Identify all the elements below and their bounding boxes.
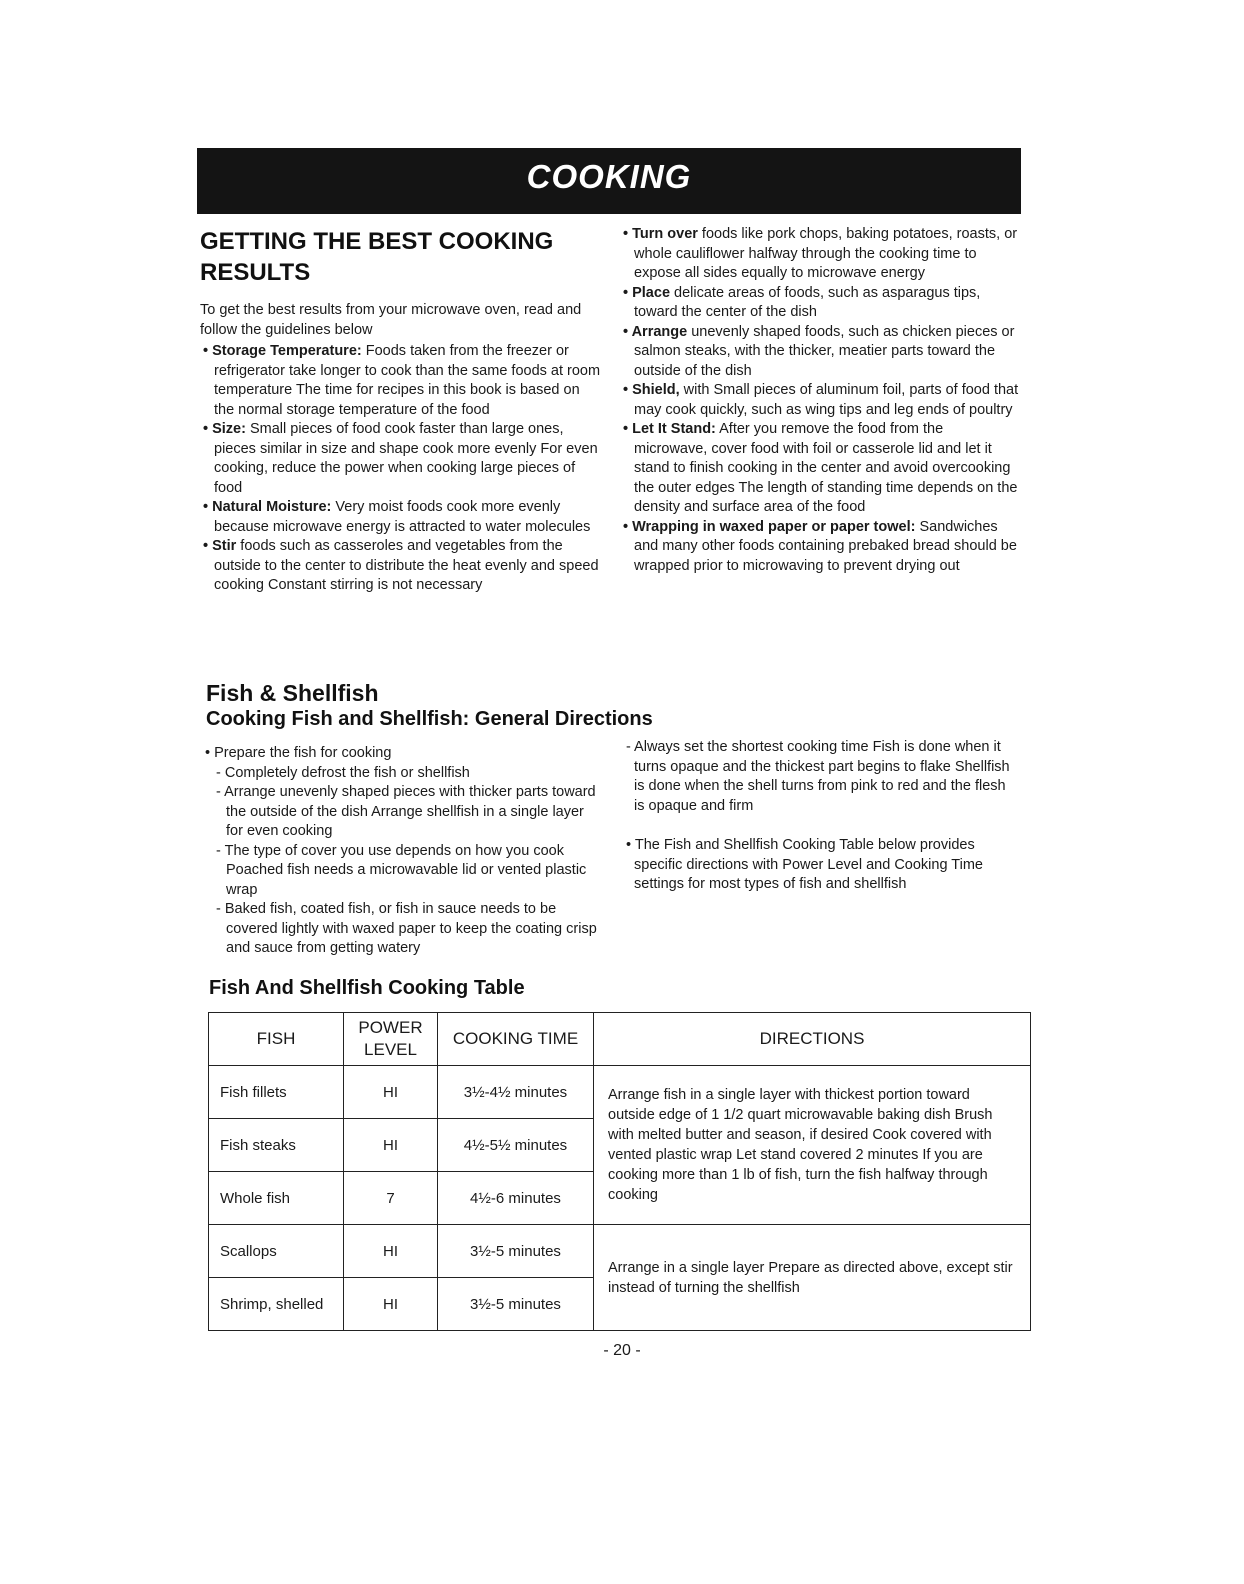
cell-power: HI (344, 1278, 438, 1331)
cell-power: HI (344, 1066, 438, 1119)
tip-item: • Size: Small pieces of food cook faster than large ones, pieces similar in size and shape cook more evenly For even cooking, reduce the power when cooking large pieces of food (203, 421, 598, 496)
tip-text: foods such as casseroles and vegetables from the outside to the center to distribute the heat evenly and speed cooking Constant stirring is not necessary (214, 538, 599, 593)
tip-item: • Turn over foods like pork chops, baking potatoes, roasts, or whole cauliflower halfway through the cooking time to expose all sides equally to microwave energy (623, 226, 1018, 281)
tip-bold: Turn over (632, 226, 698, 242)
header-banner (197, 148, 1021, 214)
header-directions: DIRECTIONS (594, 1013, 1031, 1066)
cell-directions-fish: Arrange fish in a single layer with thickest portion toward outside edge of 1 1/2 quart microwavable baking dish Brush with melted butter and season, if desired Cook covered with vented plastic wrap Let stand covered 2 minutes If you are cooking more than 1 lb of fish, turn the fish halfway through cooking (594, 1066, 1031, 1225)
tip-item: • Arrange unevenly shaped foods, such as chicken pieces or salmon steaks, with the thicker, meatier parts toward the outside of the dish (623, 323, 1015, 379)
tip-bold: Stir (212, 538, 237, 554)
cell-time: 4½-5½ minutes (438, 1119, 594, 1172)
header-power-level: POWER LEVEL (344, 1013, 438, 1066)
tip-text: Very moist foods cook more evenly because microwave energy is attracted to water molecules (214, 499, 591, 535)
table-row (209, 1225, 1031, 1278)
cell-time: 3½-4½ minutes (438, 1066, 594, 1119)
fish-section-title: Fish & Shellfish (206, 680, 379, 706)
tip-item: • Let It Stand: After you remove the food from the microwave, cover food with foil or casserole lid and let it stand to finish cooking in the center and avoid overcooking the outer edges The length of standing time depends on the density and surface area of the food (623, 421, 1018, 515)
cell-fish: Shrimp, shelled (209, 1278, 344, 1331)
cell-power: HI (344, 1225, 438, 1278)
best-results-left-column (200, 226, 602, 596)
cooking-table-title: Fish And Shellfish Cooking Table (209, 977, 525, 999)
tip-item: • Storage Temperature: Foods taken from the freezer or refrigerator take longer to cook than the same foods at room temperature The time for recipes in this book is based on the normal storage temperature of the food (203, 343, 601, 418)
tip-text: Foods taken from the freezer or refrigerator take longer to cook than the same foods at room temperature The time for recipes in this book is based on the normal storage temperature of the food (214, 343, 601, 418)
table-row (209, 1066, 1031, 1119)
tip-text: Sandwiches and many other foods containing prebaked bread should be wrapped prior to microwaving to prevent drying out (634, 518, 1017, 574)
cell-time: 3½-5 minutes (438, 1225, 594, 1278)
tip-bold: Arrange (631, 323, 688, 340)
cell-time: 4½-6 minutes (438, 1172, 594, 1225)
tip-bold: Size: (212, 421, 246, 437)
fish-direction-note: - Always set the shortest cooking time Fish is done when it turns opaque and the thickest part begins to flake Shellfish is done when the shell turns from pink to red and the flesh is opaque and firm (626, 739, 1010, 814)
fish-directions-left (204, 744, 604, 959)
page-title: COOKING (526, 158, 692, 195)
fish-direction-lead: • Prepare the fish for cooking (205, 745, 392, 761)
tip-text: foods like pork chops, baking potatoes, roasts, or whole cauliflower halfway through the cooking time to expose all sides equally to microwave energy (634, 226, 1018, 281)
tip-text: After you remove the food from the microwave, cover food with foil or casserole lid and let it stand to finish cooking in the center and avoid overcooking the outer edges The length of standing time depends on the density and surface area of the food (634, 421, 1018, 515)
tip-bold: Let It Stand: (632, 421, 716, 437)
best-results-intro: To get the best results from your microwave oven, read and follow the guidelines below (200, 302, 582, 338)
cell-time: 3½-5 minutes (438, 1278, 594, 1331)
tip-bold: Storage Temperature: (212, 343, 362, 359)
tip-item: • Shield, with Small pieces of aluminum foil, parts of food that may cook quickly, such as wing tips and leg ends of poultry (623, 382, 1019, 418)
tip-item: • Stir foods such as casseroles and vegetables from the outside to the center to distribute the heat evenly and speed cooking Constant stirring is not necessary (203, 538, 599, 593)
tip-item: • Natural Moisture: Very moist foods cook more evenly because microwave energy is attracted to water molecules (203, 499, 591, 535)
tip-bold: Place (632, 284, 671, 301)
tip-bold: Wrapping in waxed paper or paper towel: (632, 518, 916, 535)
cell-fish: Whole fish (209, 1172, 344, 1225)
header-cooking-time: COOKING TIME (438, 1013, 594, 1066)
tip-bold: Natural Moisture: (212, 499, 332, 515)
fish-section-subtitle: Cooking Fish and Shellfish: General Directions (206, 708, 653, 730)
page-number: - 20 - (603, 1342, 641, 1359)
cell-power: 7 (344, 1172, 438, 1225)
tip-item: • Place delicate areas of foods, such as asparagus tips, toward the center of the dish (623, 284, 981, 320)
cell-power: HI (344, 1119, 438, 1172)
fish-directions-right (624, 738, 1020, 895)
fish-cooking-table (208, 1012, 1031, 1331)
fish-direction-sub: - Arrange unevenly shaped pieces with thicker parts toward the outside of the dish Arrange shellfish in a single layer for even cooking (216, 784, 596, 839)
fish-direction-table-note: • The Fish and Shellfish Cooking Table below provides specific directions with Power Level and Cooking Time settings for most types of fish and shellfish (626, 837, 983, 892)
fish-direction-sub: - Baked fish, coated fish, or fish in sauce needs to be covered lightly with waxed paper to keep the coating crisp and sauce from getting watery (216, 901, 597, 956)
cell-directions-shellfish: Arrange in a single layer Prepare as directed above, except stir instead of turning the shellfish (594, 1225, 1031, 1331)
fish-direction-sub: - The type of cover you use depends on how you cook Poached fish needs a microwavable lid or vented plastic wrap (216, 842, 587, 898)
table-header-row (209, 1013, 1031, 1066)
tip-text: with Small pieces of aluminum foil, parts of food that may cook quickly, such as wing tips and leg ends of poultry (634, 382, 1019, 418)
tip-text: unevenly shaped foods, such as chicken pieces or salmon steaks, with the thicker, meatier parts toward the outside of the dish (634, 323, 1015, 379)
best-results-right-column (620, 225, 1020, 576)
cell-fish: Scallops (209, 1225, 344, 1278)
cell-fish: Fish steaks (209, 1119, 344, 1172)
cell-fish: Fish fillets (209, 1066, 344, 1119)
header-fish: FISH (209, 1013, 344, 1066)
fish-direction-sub: - Completely defrost the fish or shellfish (216, 764, 470, 781)
best-results-heading: GETTING THE BEST COOKING RESULTS (200, 228, 554, 286)
tip-text: Small pieces of food cook faster than large ones, pieces similar in size and shape cook more evenly For even cooking, reduce the power when cooking large pieces of food (214, 421, 598, 496)
tip-text: delicate areas of foods, such as asparagus tips, toward the center of the dish (634, 284, 981, 320)
tip-item: • Wrapping in waxed paper or paper towel: Sandwiches and many other foods containing prebaked bread should be wrapped prior to microwaving to prevent drying out (623, 518, 1017, 574)
tip-bold: Shield, (632, 382, 680, 398)
